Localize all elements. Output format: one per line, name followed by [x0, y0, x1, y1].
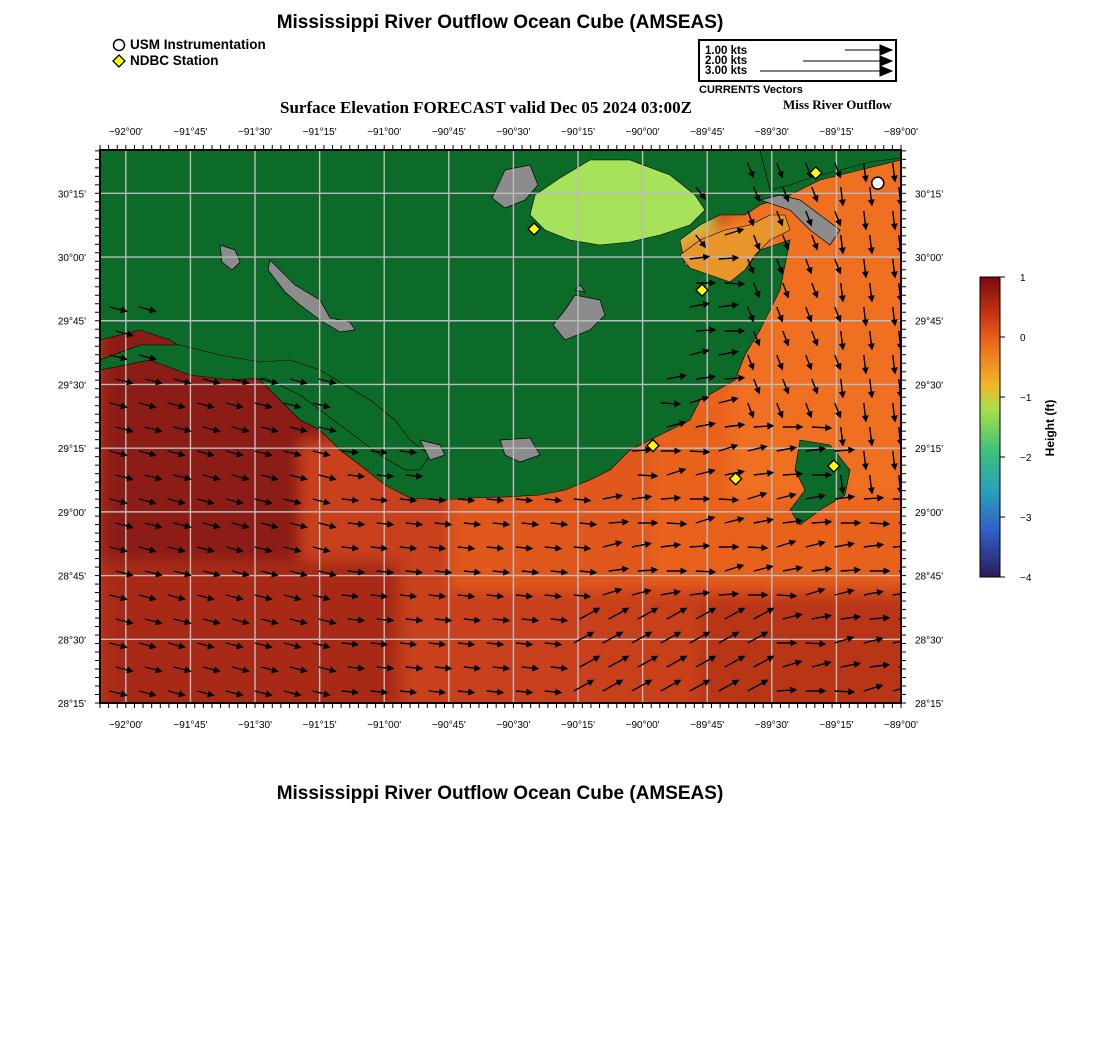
lon-tick-label: −91°45' [173, 720, 208, 731]
current-vector [638, 570, 653, 571]
lon-tick-label: −89°30' [754, 720, 789, 731]
lon-tick-label: −89°00' [884, 127, 918, 138]
colorbar-label: Height (ft) [1043, 399, 1057, 457]
lon-tick-label: −89°15' [819, 127, 854, 138]
lon-tick-label: −92°00' [108, 127, 143, 138]
legend-ndbc-label: NDBC Station [130, 53, 219, 68]
lon-tick-label: −90°30' [496, 127, 531, 138]
lon-tick-label: −90°45' [431, 127, 466, 138]
region-label: Miss River Outflow [783, 97, 892, 112]
colorbar-tick-label: −1 [1020, 393, 1032, 404]
current-vector [870, 523, 885, 524]
lon-tick-label: −89°45' [690, 720, 725, 731]
lat-tick-label: 28°30' [915, 635, 944, 647]
lon-tick-label: −91°15' [302, 720, 337, 731]
lon-tick-label: −91°00' [367, 127, 402, 138]
lon-tick-label: −89°30' [754, 127, 789, 138]
lon-tick-label: −91°15' [302, 127, 337, 138]
lat-tick-label: 29°15' [915, 444, 944, 456]
lat-tick-label: 29°30' [57, 380, 86, 392]
lon-tick-label: −92°00' [108, 720, 143, 731]
current-vector [696, 330, 711, 331]
lat-tick-label: 28°45' [915, 571, 944, 583]
lat-tick-label: 28°15' [915, 699, 944, 710]
current-vector [835, 450, 850, 451]
current-vector [690, 546, 705, 547]
current-vector [864, 498, 879, 499]
colorbar-ramp [980, 277, 1000, 577]
vector-legend-caption: CURRENTS Vectors [699, 84, 803, 96]
colorbar-tick-label: −2 [1020, 453, 1032, 464]
lon-tick-label: −90°30' [496, 720, 531, 731]
current-vector [725, 283, 740, 284]
lon-tick-label: −90°00' [625, 720, 660, 731]
figure-title: Mississippi River Outflow Ocean Cube (AMSEAS) [276, 12, 724, 33]
current-vector [841, 570, 856, 571]
bottom-title: Mississippi River Outflow Ocean Cube (AMSEAS) [276, 783, 724, 804]
current-vector [696, 571, 711, 572]
lon-tick-label: −89°45' [690, 127, 725, 138]
colorbar-tick-label: 1 [1020, 273, 1026, 284]
lon-tick-label: −89°00' [884, 720, 918, 731]
lat-tick-label: 30°00' [57, 253, 86, 265]
current-vector [777, 595, 792, 596]
lat-tick-label: 29°00' [57, 507, 86, 519]
lon-tick-label: −90°15' [561, 127, 596, 138]
current-vector [835, 691, 850, 692]
lat-tick-label: 29°00' [915, 507, 944, 519]
current-vector [870, 618, 885, 619]
lon-tick-label: −91°00' [367, 720, 402, 731]
colorbar-tick-label: −4 [1020, 573, 1032, 584]
current-vector [783, 474, 798, 475]
lat-tick-label: 29°45' [915, 316, 944, 328]
lon-tick-label: −90°00' [625, 127, 660, 138]
current-vector [632, 450, 647, 451]
vector-legend-entry: 2.00 kts [705, 55, 748, 67]
current-vector [812, 427, 827, 428]
current-vector [719, 499, 734, 500]
current-vector [661, 498, 676, 499]
current-vector [719, 258, 734, 259]
lon-tick-label: −89°15' [819, 720, 854, 731]
current-vector [777, 690, 792, 691]
current-vector [812, 522, 827, 523]
lon-tick-label: −91°30' [238, 720, 273, 731]
colorbar-tick-label: −3 [1020, 513, 1032, 524]
map-field [100, 150, 914, 720]
colorbar-tick-label: 0 [1020, 333, 1026, 344]
current-vector [638, 475, 653, 476]
current-vector [719, 594, 734, 595]
current-vector [661, 403, 676, 404]
lat-tick-label: 30°15' [915, 189, 944, 201]
vector-legend-entry: 1.00 kts [705, 45, 748, 57]
lat-tick-label: 29°15' [57, 444, 86, 456]
lat-tick-label: 28°30' [57, 635, 86, 647]
lat-tick-label: 30°15' [57, 189, 86, 201]
current-vector [725, 378, 740, 379]
legend-usm-label: USM Instrumentation [130, 37, 266, 52]
lon-tick-label: −91°30' [238, 127, 273, 138]
usm-station-marker[interactable] [872, 177, 884, 189]
current-vector [609, 522, 624, 523]
current-vector [667, 523, 682, 524]
lon-tick-label: −90°45' [431, 720, 466, 731]
lon-tick-label: −91°45' [173, 127, 208, 138]
current-vector [748, 547, 763, 548]
lat-tick-label: 28°45' [57, 571, 86, 583]
lat-tick-label: 29°45' [57, 316, 86, 328]
current-vector [690, 451, 705, 452]
current-vector [754, 426, 769, 427]
lat-tick-label: 30°00' [915, 253, 944, 265]
vector-legend-entry: 3.00 kts [705, 65, 748, 77]
map-subtitle: Surface Elevation FORECAST valid Dec 05 2024 03:00Z [280, 98, 692, 117]
lon-tick-label: −90°15' [561, 720, 596, 731]
current-vector [806, 643, 821, 644]
lat-tick-label: 28°15' [57, 699, 86, 710]
lat-tick-label: 29°30' [915, 380, 944, 392]
